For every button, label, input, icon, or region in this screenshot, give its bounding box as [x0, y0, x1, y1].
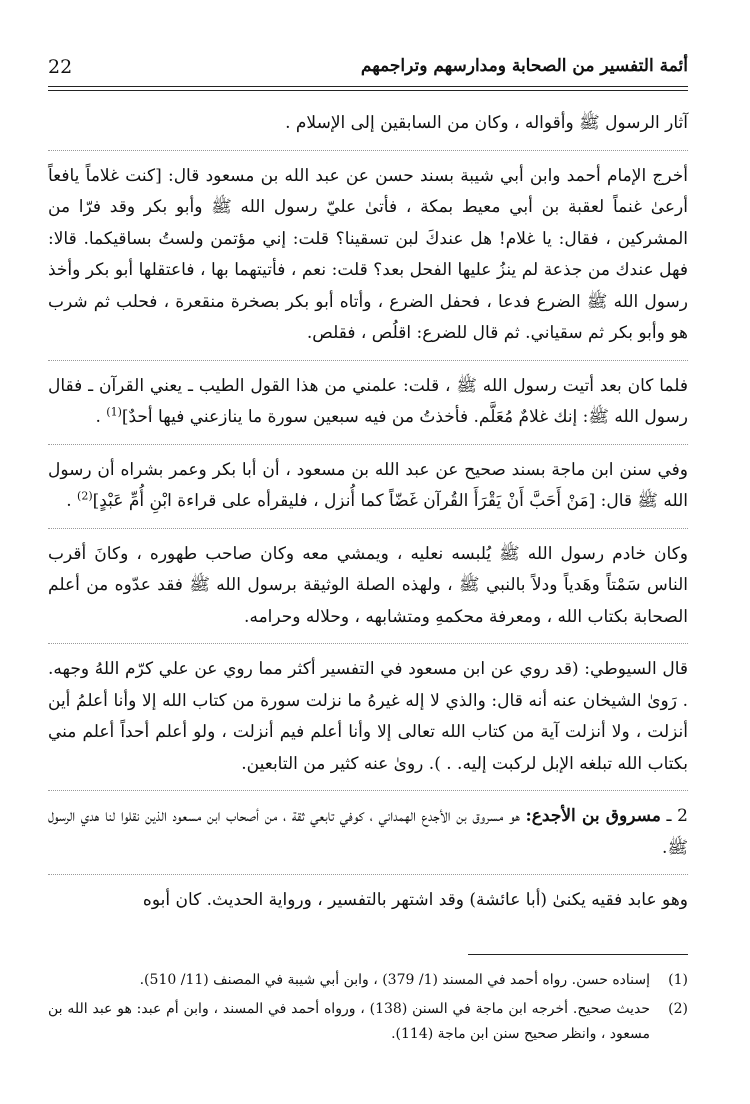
paragraph-divider: [48, 360, 688, 361]
paragraph-divider: [48, 874, 688, 875]
paragraph-text: فلما كان بعد أتيت رسول الله ﷺ ، قلت: علمني من هذا القول الطيب ـ يعني القرآن ـ فقال رسول الله ﷺ: إنك غلامٌ مُعَلَّم. فأخذتُ من فيه سبعين سورة ما ينازعني فيها أحدٌ]: [48, 375, 688, 427]
paragraph-text: قال السيوطي: (قد روي عن ابن مسعود في التفسير أكثر مما روي عن علي كرّم اللهُ وجهه. . رَوىٰ الشيخان عنه أنه قال: والذي لا إله غيرهُ ما نزلت سورة من كتاب الله إلا وأنا أعلمُ أين أنزلت ، ولا أنزلت آية من كتاب الله تعالى إلا وأنا أعلم فيم أنزلت ، ولو أعلم أحداً أعلم مني بكتاب الله تبلغه الإبل لركبت إليه. . ). روىٰ عنه كثير من التابعين.: [48, 659, 688, 774]
footnote-text: حديث صحيح. أخرجه ابن ماجة في السنن (138) ، ورواه أحمد في المسند ، وابن أم عبد: هو عبد الله بن مسعود ، وانظر صحيح سنن ابن ماجة (114).: [48, 1001, 650, 1042]
paragraph-text: وكان خادم رسول الله ﷺ يُلبسه نعليه ، ويمشي معه وكان صاحب طهوره ، وكانَ أقرب الناس سَمْتاً وهَدياً ودلاً بالنبي ﷺ ، ولهذه الصلة الوثيقة برسول الله ﷺ فقد عدّوه من أعلم الصحابة بكتاب الله ، ومعرفة محكمهِ ومتشابهه ، وحلاله وحرامه.: [48, 543, 688, 627]
footnotes: [48, 968, 688, 1051]
paragraph-text: وهو عابد فقيه يكنىٰ (أبا عائشة) وقد اشتهر بالتفسير ، ورواية الحديث. كان أبوه: [142, 890, 688, 910]
footnote-rule: [468, 954, 688, 955]
page-number: 22: [48, 56, 73, 78]
paragraph: [48, 371, 688, 434]
running-head: أئمة التفسير من الصحابة ومدارسهم وتراجمهم: [360, 56, 688, 76]
paragraph-tail: .: [95, 407, 107, 427]
paragraph-text: آثار الرسول ﷺ وأقواله ، وكان من السابقين إلى الإسلام .: [285, 113, 688, 133]
paragraph: [48, 161, 688, 350]
header-rule: [48, 86, 688, 91]
page-header: [48, 52, 688, 86]
footnote-ref: (2): [77, 489, 93, 503]
paragraph: [48, 654, 688, 780]
footnote-number: (2): [668, 1001, 688, 1017]
paragraph: [48, 885, 688, 917]
footnote-text: إسناده حسن. رواه أحمد في المسند (1/ 379) ، وابن أبي شيبة في المصنف (11/ 510).: [139, 972, 650, 988]
paragraph: [48, 455, 688, 518]
paragraph: [48, 539, 688, 634]
footnote-number: (1): [668, 972, 688, 988]
paragraph-divider: [48, 790, 688, 791]
footnote-ref: (1): [106, 405, 122, 419]
paragraph-tail: .: [66, 491, 78, 511]
paragraph-divider: [48, 643, 688, 644]
section-number: 2 ـ: [660, 806, 688, 826]
paragraph: [48, 108, 688, 140]
footnote: [48, 997, 688, 1047]
paragraph-text: وفي سنن ابن ماجة بسند صحيح عن عبد الله بن مسعود ، أن أبا بكر وعمر بشراه أن رسول الله ﷺ قال: [مَنْ أَحَبَّ أَنْ يَقْرَأَ القُرآن غَضّاً كما أُنزل ، فليقرأه على قراءة ابْنِ أُمِّ عَبْدٍ]: [48, 459, 688, 511]
paragraph-text: هو مسروق بن الأجدع الهمداني ، كوفي تابعي ثقة ، من أصحاب ابن مسعود الذين نقلوا لنا هدي الرسول ﷺ.: [48, 806, 688, 858]
paragraph-divider: [48, 444, 688, 445]
footnote: [48, 968, 688, 993]
paragraph: [48, 801, 688, 864]
paragraph-text: أخرج الإمام أحمد وابن أبي شيبة بسند حسن عن عبد الله بن مسعود قال: [كنت غلاماً يافعاً أرعىٰ غنماً لعقبة بن أبي معيط بمكة ، فأتىٰ عليّ رسول الله ﷺ وأبو بكر وقد فرّا من المشركين ، فقال: يا غلام! هل عندكَ لبن تسقينا؟ قلت: إني مؤتمن ولستُ بساقيكما. قالا: فهل عندك من جذعة لم ينزُ عليها الفحل بعد؟ قلت: نعم ، فأتيتهما بها ، فاعتقلها أبو بكر وأخذ رسول الله ﷺ الضرع فدعا ، فحفل الضرع ، وأتاه أبو بكر بصخرة منقعرة ، فحلب ثم شرب هو وأبو بكر ثم سقياني. ثم قال للضرع: اقلُص ، فقلص.: [48, 165, 688, 343]
section-heading: مسروق بن الأجدع:: [525, 806, 661, 826]
page-body: [48, 108, 688, 927]
paragraph-divider: [48, 528, 688, 529]
paragraph-divider: [48, 150, 688, 151]
